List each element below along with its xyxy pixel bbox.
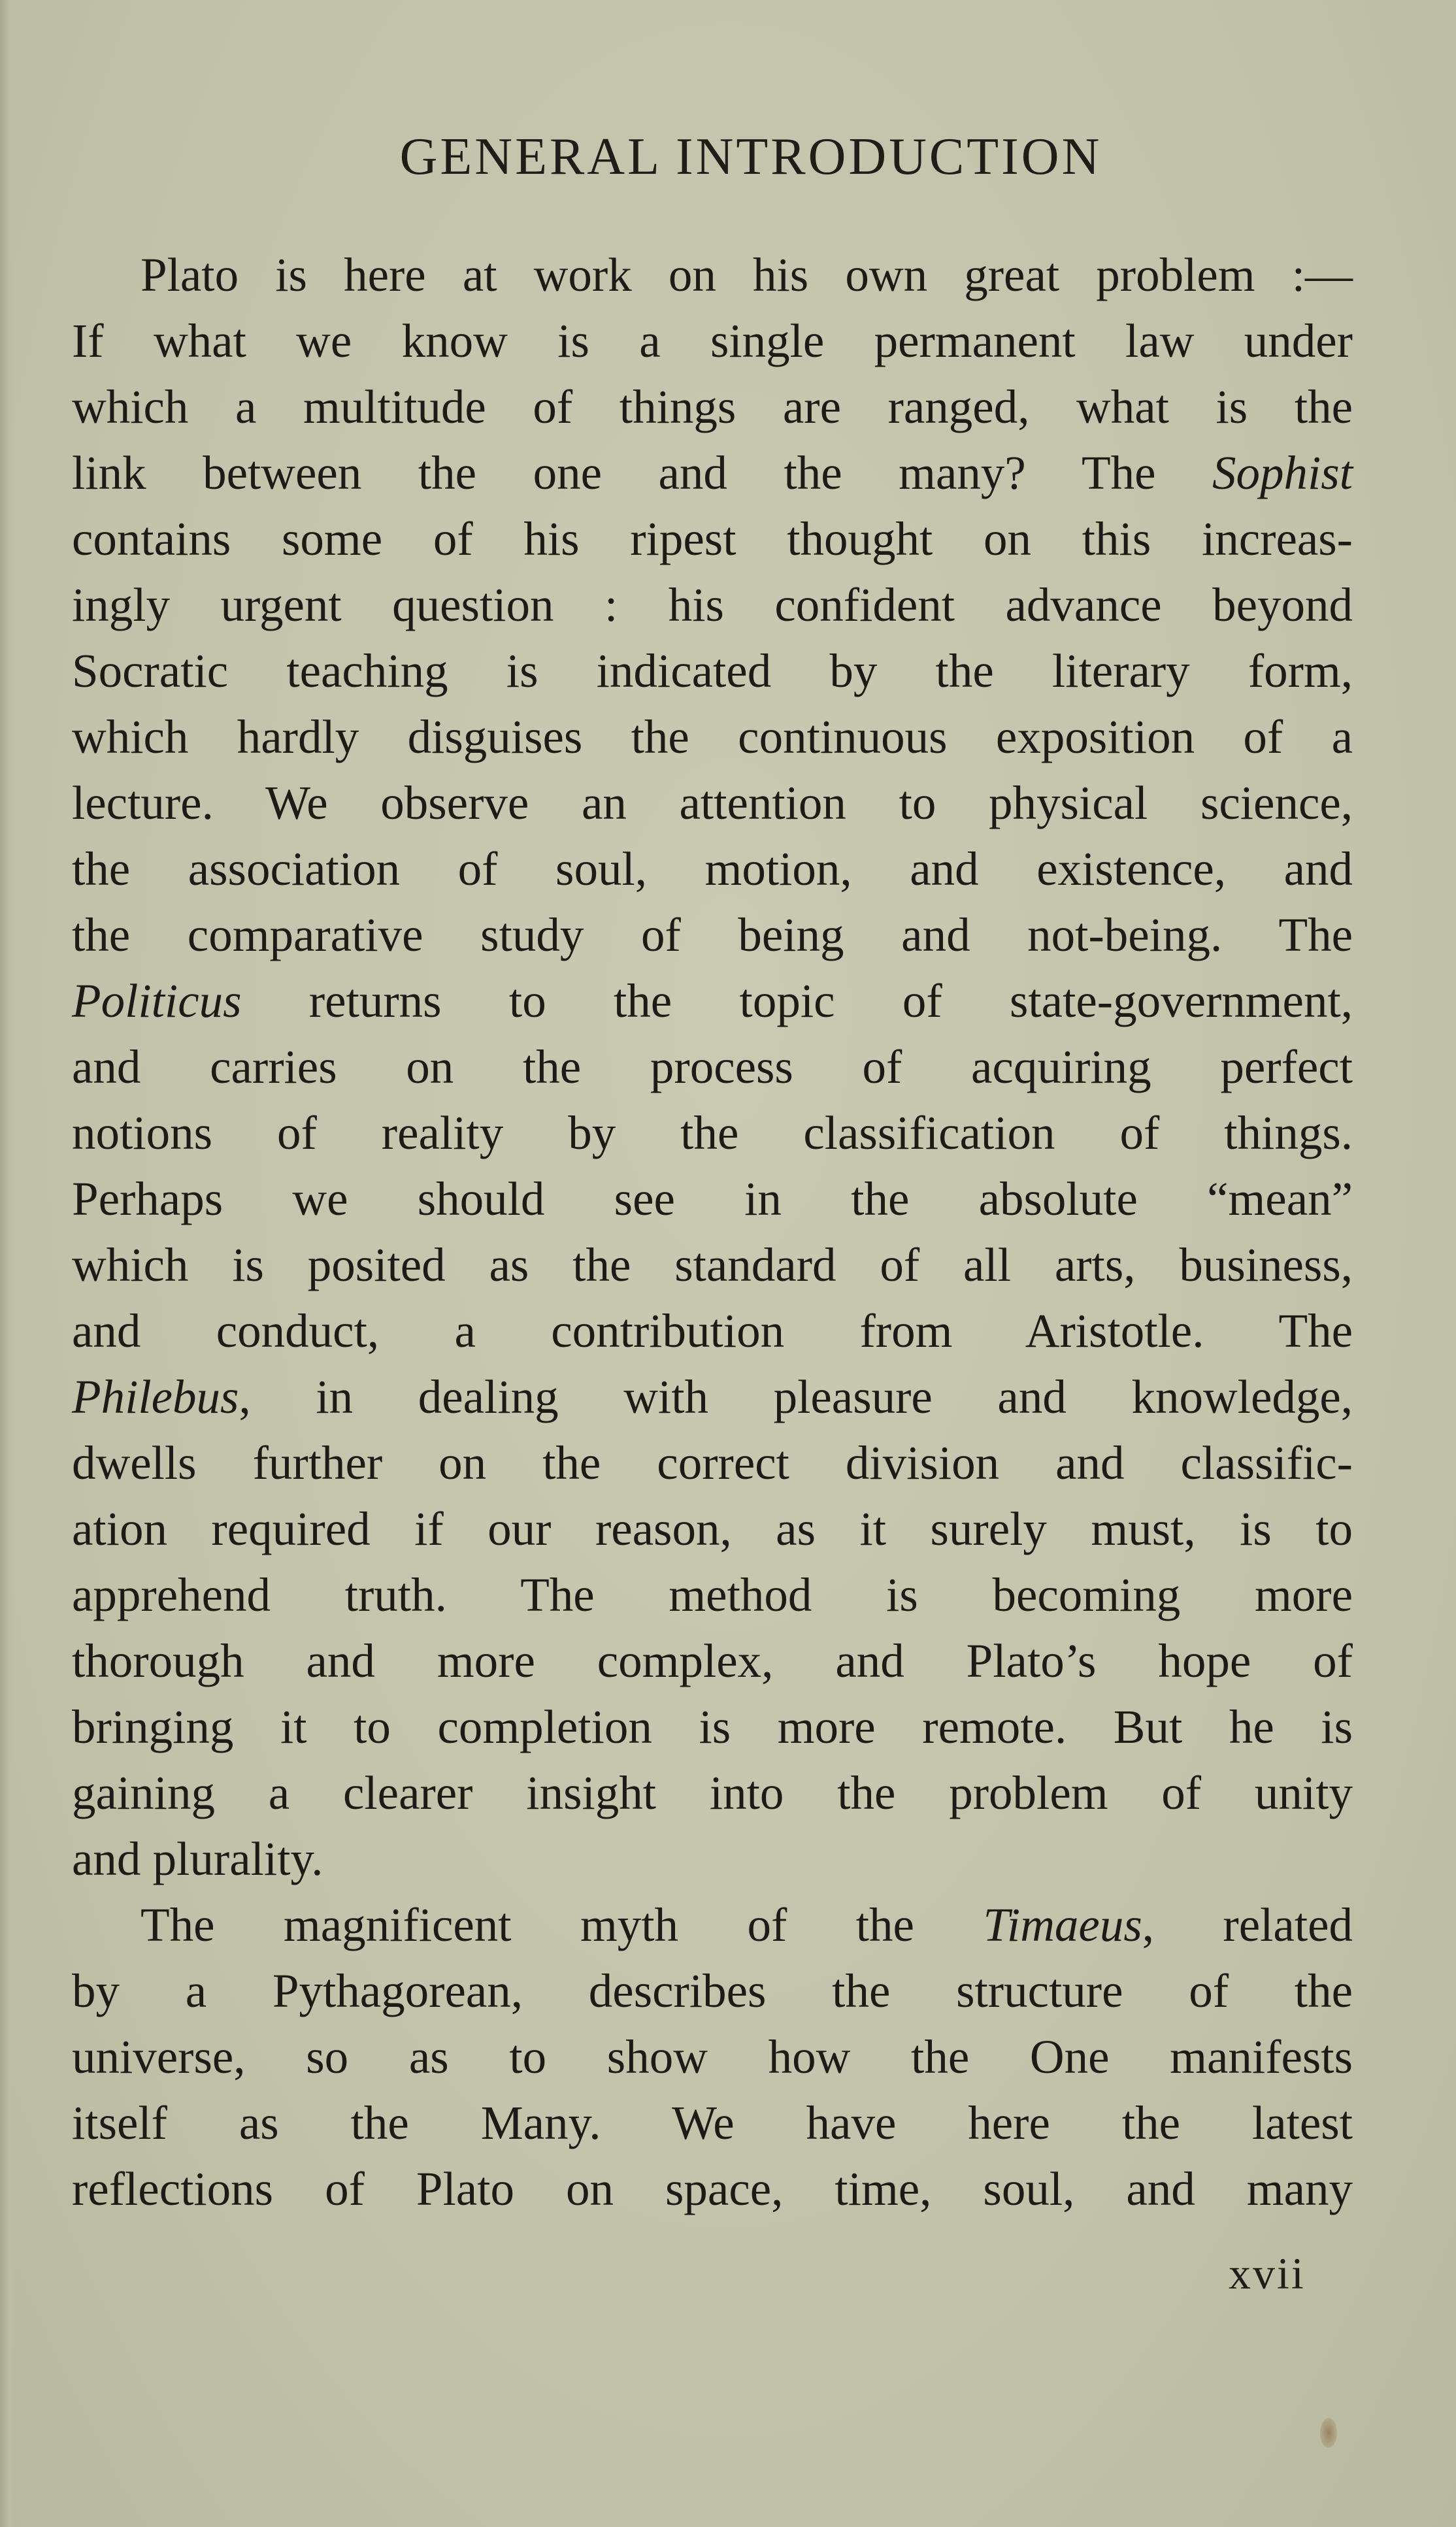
text-line: universe, so as to show how the One manifests bbox=[72, 2030, 1353, 2083]
text-line: notions of reality by the classification of things. bbox=[72, 1106, 1353, 1159]
text-line: lecture. We observe an attention to physical science, bbox=[72, 776, 1353, 829]
body-text bbox=[72, 242, 1353, 2222]
text-line: and carries on the process of acquiring perfect bbox=[72, 1040, 1353, 1093]
text-line: which a multitude of things are ranged, what is the bbox=[72, 380, 1353, 433]
text-line: Socratic teaching is indicated by the literary form, bbox=[72, 644, 1353, 697]
text-line: thorough and more complex, and Plato’s hope of bbox=[72, 1634, 1353, 1687]
text-line: link between the one and the many? The Sophist bbox=[72, 446, 1353, 499]
text-line: bringing it to completion is more remote. But he is bbox=[72, 1700, 1353, 1753]
text-line: which hardly disguises the continuous exposition of a bbox=[72, 710, 1353, 763]
running-head: GENERAL INTRODUCTION bbox=[399, 128, 1102, 186]
text-line: the comparative study of being and not-being. The bbox=[72, 908, 1353, 961]
page-gutter-shadow bbox=[0, 0, 14, 2527]
text-line: Perhaps we should see in the absolute “mean” bbox=[72, 1172, 1353, 1225]
text-line: The magnificent myth of the Timaeus, related bbox=[141, 1898, 1353, 1951]
text-line: If what we know is a single permanent law under bbox=[72, 314, 1353, 367]
text-line: the association of soul, motion, and existence, and bbox=[72, 842, 1353, 895]
text-line: by a Pythagorean, describes the structure of the bbox=[72, 1964, 1353, 2017]
text-line: which is posited as the standard of all arts, business, bbox=[72, 1238, 1353, 1291]
paper-stain bbox=[1320, 2418, 1337, 2448]
text-line: reflections of Plato on space, time, soul, and many bbox=[72, 2162, 1353, 2215]
page-number: xvii bbox=[1229, 2249, 1306, 2298]
text-line: itself as the Many. We have here the latest bbox=[72, 2096, 1353, 2149]
text-line: ingly urgent question : his confident advance beyond bbox=[72, 578, 1353, 631]
text-line: apprehend truth. The method is becoming more bbox=[72, 1568, 1353, 1621]
text-line: gaining a clearer insight into the problem of unity bbox=[72, 1766, 1353, 1819]
text-line: Philebus, in dealing with pleasure and knowledge, bbox=[72, 1370, 1353, 1423]
text-line: contains some of his ripest thought on this increas- bbox=[72, 512, 1353, 565]
paragraph-1 bbox=[72, 242, 1353, 1892]
paragraph-2 bbox=[72, 1892, 1353, 2222]
text-line: and conduct, a contribution from Aristotle. The bbox=[72, 1304, 1353, 1357]
text-line: and plurality. bbox=[72, 1832, 323, 1885]
text-line: dwells further on the correct division and classific- bbox=[72, 1436, 1353, 1489]
text-line: ation required if our reason, as it surely must, is to bbox=[72, 1502, 1353, 1555]
text-line: Plato is here at work on his own great problem :— bbox=[141, 248, 1353, 301]
text-line: Politicus returns to the topic of state-government, bbox=[72, 974, 1353, 1027]
